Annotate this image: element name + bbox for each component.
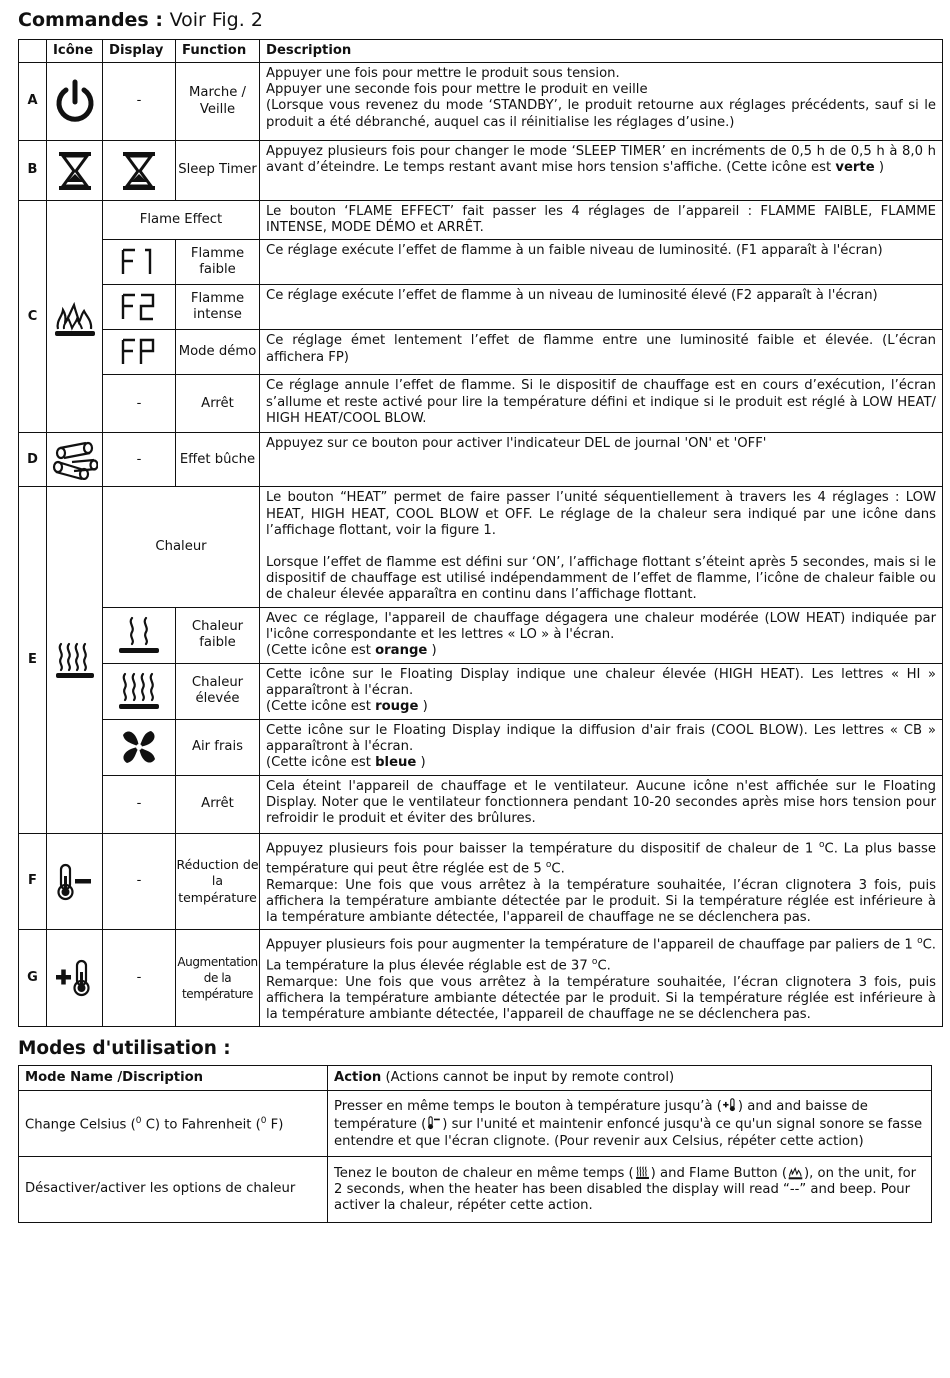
table-row: Chaleur élevée Cette icône sur le Floating Display indique une chaleur élevée (HIGH HEAT). Les lettres « HI » apparaîtront à l'écran. (Cette icône est rouge ) — [19, 663, 943, 719]
seven-segment-f1-icon — [119, 248, 159, 276]
seven-segment-fp-icon — [119, 338, 159, 366]
commands-title: Commandes : Voir Fig. 2 — [18, 9, 263, 31]
fan-icon — [117, 725, 161, 769]
description: Le bouton ‘FLAME EFFECT’ fait passer les 4 réglages de l’appareil : FLAMME FAIBLE, FLAMME INTENSE, MODE DÉMO et ARRÊT. — [260, 201, 943, 240]
description: Le bouton “HEAT” permet de faire passer l’unité séquentiellement à travers les 4 réglages : LOW HEAT, HIGH HEAT, COOL BLOW et OFF. Le réglage de la chaleur sera indiqué par une icône dans l’affichage flottant, voir la figure 1. Lorsque l’effet de flamme est défini sur ‘ON’, l’affichage flottant s’éteint après 5 secondes, mais si le dispositif de chauffage est utilisé indépendamment de l’effet de flamme, l’icône de chaleur faible ou de chaleur élevée apparaîtra en continu dans l’affichage flottant. — [260, 487, 943, 607]
description: Appuyez sur ce bouton pour activer l'indicateur DEL de journal 'ON' et 'OFF' — [260, 433, 943, 487]
description: Appuyer plusieurs fois pour augmenter la température de l'appareil de chauffage par paliers de 1 $^o$C. La température la plus élevée réglable est de 37 $^o$C. Remarque: Une fois que vous arrêtez à la température souhaitée, l’écran clignotera 3 fois, puis affichera la température ambiante détectée par le produit. Si la température réglée est inférieure à la température ambiante détectée, l'appareil de chauffage ne se déclenchera pas. — [260, 930, 943, 1027]
description: Appuyer une fois pour mettre le produit sous tension. Appuyer une seconde fois pour mettre le produit en veille (Lorsque vous revenez du mode ‘STANDBY’, le produit retourne aux réglages précédents, sauf si le produit a été débranché, auquel cas il réinitialise les réglages d’usine.) — [260, 63, 943, 141]
table-row: F - Réduction de la température Appuyez plusieurs fois pour baisser la température du dispositif de chaleur de 1 $^o$C. La plus basse température qui peut être réglée est de 5 $^o$C. Remarque: Une fois que vous arrêtez à la température souhaitée, l’écran clignotera 3 fois, puis affichera la température ambiante détectée par le produit. Si la température réglée est inférieure à la température ambiante détectée, l'appareil de chauffage ne se déclenchera pas. — [19, 833, 943, 930]
power-icon — [53, 78, 97, 126]
commands-table — [18, 39, 943, 1027]
thermometer-minus-icon — [53, 862, 97, 902]
modes-title: Modes d'utilisation : — [18, 1038, 231, 1059]
table-header — [19, 40, 943, 63]
table-row: B Sleep Timer Appuyez plusieurs fois pour changer le mode ‘SLEEP TIMER’ en incréments de 0,5 h de 0,5 h à 8,0 h avant d’éteindre. Le temps restant avant mise hors tension s'affiche. (Cette icône est verte ) — [19, 141, 943, 201]
header-action: Action (Actions cannot be input by remote control) — [328, 1066, 932, 1091]
table-row: Change Celsius ($^0$ C) to Fahrenheit ($^0$ F) Presser en même temps le bouton à température jusqu’à ( ) and and baisse de température ( ) sur l'unité et maintenir enfoncé jusqu'à ce qu'un signal sonore se fasse entendre et que l'écran clignote. (Pour revenir aux Celsius, répéter cette action) — [19, 1091, 932, 1157]
modes-table — [18, 1065, 932, 1223]
header-mode: Mode Name /Discription — [19, 1066, 328, 1091]
table-row: A - Marche / Veille Appuyer une fois pour mettre le produit sous tension. Appuyer une seconde fois pour mettre le produit en veille (Lorsque vous revenez du mode ‘STANDBY’, le produit retourne aux réglages précédents, sauf si le produit a été débranché, auquel cas il réinitialise les réglages d’usine.) — [19, 63, 943, 141]
table-row: D - Effet bûche Appuyez sur ce bouton pour activer l'indicateur DEL de journal 'ON' et 'OFF' — [19, 433, 943, 487]
seven-segment-f2-icon — [119, 293, 159, 321]
thermometer-plus-icon — [722, 1097, 738, 1113]
description: Avec ce réglage, l'appareil de chauffage dégagera une chaleur modérée (LOW HEAT) indiquée par l'icône correspondante et les lettres « LO » à l'écran. (Cette icône est orange ) — [260, 607, 943, 663]
hourglass-icon — [56, 150, 94, 192]
low-heat-icon — [116, 614, 162, 656]
header-icon: Icône — [47, 40, 103, 63]
description: Appuyez plusieurs fois pour changer le mode ‘SLEEP TIMER’ en incréments de 0,5 h de 0,5 h à 8,0 h avant d’éteindre. Le temps restant avant mise hors tension s'affiche. (Cette icône est verte ) — [260, 141, 943, 201]
description: Cette icône sur le Floating Display indique une chaleur élevée (HIGH HEAT). Les lettres « HI » apparaîtront à l'écran. (Cette icône est rouge ) — [260, 663, 943, 719]
heat-icon — [53, 638, 97, 682]
logs-icon — [52, 440, 98, 480]
description: Ce réglage annule l’effet de flamme. Si le dispositif de chauffage est en cours d’exécution, l’écran s’allume et reste activé pour lire la température défini et indique si le produit est réglé à LOW HEAT/ HIGH HEAT/COOL BLOW. — [260, 375, 943, 433]
table-row: Flamme intense Ce réglage exécute l’effet de flamme à un niveau de luminosité élevé (F2 apparaît à l'écran) — [19, 285, 943, 330]
header-function: Function — [176, 40, 260, 63]
description: Ce réglage exécute l’effet de flamme à un niveau de luminosité élevé (F2 apparaît à l'écran) — [260, 285, 943, 330]
table-row: - Arrêt Cela éteint l'appareil de chauffage et le ventilateur. Aucune icône n'est affichée sur le Floating Display. Noter que le ventilateur fonctionnera pendant 10-20 secondes après mise hors tension pour refroidir le produit et éviter des brûlures. — [19, 775, 943, 833]
table-row: E Chaleur Le bouton “HEAT” permet de faire passer l’unité séquentiellement à travers les 4 réglages : LOW HEAT, HIGH HEAT, COOL BLOW et OFF. Le réglage de la chaleur sera indiqué par une icône dans l’affichage flottant, voir la figure 1. Lorsque l’effet de flamme est défini sur ‘ON’, l’affichage flottant s’éteint après 5 secondes, mais si le dispositif de chauffage est utilisé indépendamment de l’effet de flamme, l’icône de chaleur faible ou de chaleur élevée apparaîtra en continu dans l’affichage flottant. — [19, 487, 943, 607]
table-row: C Flame Effect Le bouton ‘FLAME EFFECT’ fait passer les 4 réglages de l’appareil : FLAMME FAIBLE, FLAMME INTENSE, MODE DÉMO et ARRÊT. — [19, 201, 943, 240]
table-row: Désactiver/activer les options de chaleur Tenez le bouton de chaleur en même temps ( ) and Flame Button ( ), on the unit, for 2 seconds, when the heater has been disabled the display will read “--” and beep. Pour activer la chaleur, répéter cette action. — [19, 1157, 932, 1223]
description: Appuyez plusieurs fois pour baisser la température du dispositif de chaleur de 1 $^o$C. La plus basse température qui peut être réglée est de 5 $^o$C. Remarque: Une fois que vous arrêtez à la température souhaitée, l’écran clignotera 3 fois, puis affichera la température ambiante détectée par le produit. Si la température réglée est inférieure à la température ambiante détectée, l'appareil de chauffage ne se déclenchera pas. — [260, 833, 943, 930]
flame-icon — [52, 295, 98, 339]
description: Cela éteint l'appareil de chauffage et le ventilateur. Aucune icône n'est affichée sur le Floating Display. Noter que le ventilateur fonctionnera pendant 10-20 secondes après mise hors tension pour refroidir le produit et éviter des brûlures. — [260, 775, 943, 833]
table-header — [19, 1066, 932, 1091]
thermometer-plus-icon — [53, 958, 97, 998]
description: Cette icône sur le Floating Display indique la diffusion d'air frais (COOL BLOW). Les lettres « CB » apparaîtront à l'écran. (Cette icône est bleue ) — [260, 719, 943, 775]
thermometer-minus-icon — [426, 1115, 442, 1131]
high-heat-icon — [116, 670, 162, 712]
header-description: Description — [260, 40, 943, 63]
table-row: - Arrêt Ce réglage annule l’effet de flamme. Si le dispositif de chauffage est en cours d’exécution, l’écran s’allume et reste activé pour lire la température défini et indique si le produit est réglé à LOW HEAT/ HIGH HEAT/COOL BLOW. — [19, 375, 943, 433]
table-row: Mode démo Ce réglage émet lentement l’effet de flamme entre une luminosité faible et élevée. (L’écran affichera FP) — [19, 330, 943, 375]
description: Ce réglage émet lentement l’effet de flamme entre une luminosité faible et élevée. (L’écran affichera FP) — [260, 330, 943, 375]
header-display: Display — [103, 40, 176, 63]
table-row: Flamme faible Ce réglage exécute l’effet de flamme à un faible niveau de luminosité. (F1 apparaît à l'écran) — [19, 240, 943, 285]
table-row: Air frais Cette icône sur le Floating Display indique la diffusion d'air frais (COOL BLOW). Les lettres « CB » apparaîtront à l'écran. (Cette icône est bleue ) — [19, 719, 943, 775]
table-row: G - Augmentation de la température Appuyer plusieurs fois pour augmenter la température de l'appareil de chauffage par paliers de 1 $^o$C. La température la plus élevée réglable est de 37 $^o$C. Remarque: Une fois que vous arrêtez à la température souhaitée, l’écran clignotera 3 fois, puis affichera la température ambiante détectée par le produit. Si la température réglée est inférieure à la température ambiante détectée, l'appareil de chauffage ne se déclenchera pas. — [19, 930, 943, 1027]
description: Ce réglage exécute l’effet de flamme à un faible niveau de luminosité. (F1 apparaît à l'écran) — [260, 240, 943, 285]
hourglass-display-icon — [120, 150, 158, 192]
flame-icon — [787, 1165, 804, 1180]
heat-icon — [634, 1165, 651, 1180]
table-row: Chaleur faible Avec ce réglage, l'appareil de chauffage dégagera une chaleur modérée (LOW HEAT) indiquée par l'icône correspondante et les lettres « LO » à l'écran. (Cette icône est orange ) — [19, 607, 943, 663]
